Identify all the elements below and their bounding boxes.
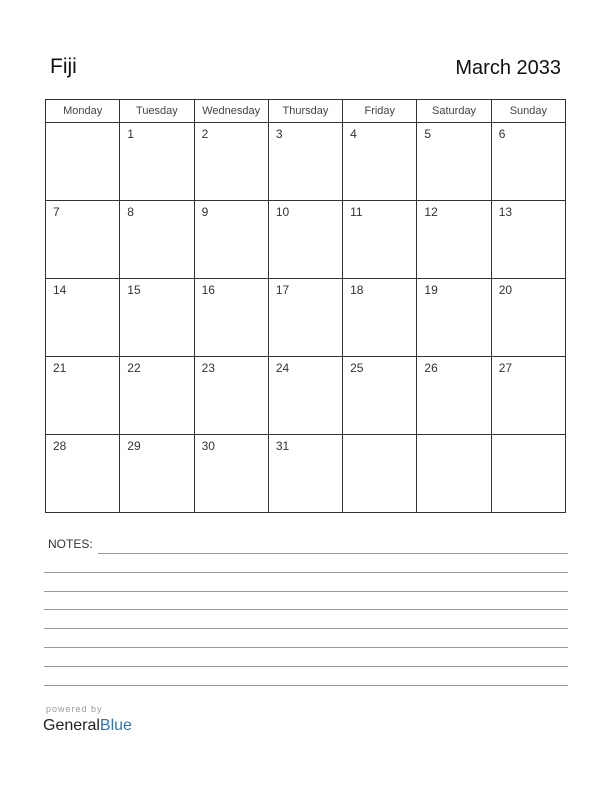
day-number: 25 [350,361,364,375]
brand-blue-text: Blue [99,717,132,734]
day-number: 3 [275,127,283,141]
day-number: 19 [424,283,438,297]
day-cell [120,357,194,435]
day-cell [120,123,194,201]
powered-by-text: powered by [46,704,103,714]
day-cell [417,435,491,513]
day-cell [120,435,194,513]
day-cell [343,357,417,435]
day-number [492,435,565,439]
day-number: 11 [350,205,363,219]
note-line [44,666,568,667]
day-cell [417,279,491,357]
day-number: 6 [498,127,506,141]
note-line [44,572,568,573]
day-cell [417,201,491,279]
weekday-header: Tuesday [120,100,194,123]
brand-logo[interactable] [43,717,132,735]
day-cell [46,123,120,201]
day-cell [120,201,194,279]
day-cell [46,357,120,435]
day-number [46,123,119,127]
day-cell [268,435,342,513]
day-number: 20 [498,283,513,297]
day-number: 14 [53,283,67,297]
day-cell [194,279,268,357]
note-line [44,591,568,592]
notes-label: NOTES: [48,537,93,551]
day-number: 12 [424,205,438,219]
week-row [46,357,566,435]
day-number: 15 [127,283,141,297]
month-title: March 2033 [455,57,561,79]
day-number: 31 [275,439,290,453]
day-number: 2 [201,127,209,141]
day-cell [417,123,491,201]
weekday-header: Thursday [268,100,342,123]
day-cell [194,435,268,513]
day-cell [343,279,417,357]
week-row [46,435,566,513]
day-cell [46,279,120,357]
day-cell [194,123,268,201]
day-number: 30 [201,439,215,453]
day-cell [491,279,565,357]
day-number: 28 [53,439,67,453]
day-number: 17 [275,283,290,297]
day-cell [491,123,565,201]
day-cell [343,123,417,201]
day-number: 22 [127,361,141,375]
day-cell [491,201,565,279]
day-cell [46,201,120,279]
day-number: 13 [498,205,513,219]
day-cell [194,201,268,279]
day-number: 10 [275,205,290,219]
day-number [417,435,490,439]
day-number: 5 [424,127,432,141]
weekday-header: Wednesday [194,100,268,123]
day-cell [491,357,565,435]
country-title: Fiji [50,55,77,78]
week-row [46,201,566,279]
weekday-header-row [46,100,566,123]
day-cell [268,123,342,201]
day-cell [491,435,565,513]
weekday-header: Saturday [417,100,491,123]
note-line [98,553,568,554]
day-cell [46,435,120,513]
day-number: 23 [201,361,215,375]
day-number [343,435,416,439]
day-number: 18 [350,283,364,297]
note-line [44,628,568,629]
day-number: 26 [424,361,438,375]
week-row [46,279,566,357]
day-number: 27 [498,361,513,375]
day-number: 1 [127,127,134,141]
day-cell [343,201,417,279]
note-line [44,685,568,686]
day-number: 9 [201,205,209,219]
week-row [46,123,566,201]
brand-general-text: General [43,717,100,734]
day-number: 4 [350,127,357,141]
day-cell [194,357,268,435]
day-number: 8 [127,205,134,219]
day-cell [268,279,342,357]
day-number: 29 [127,439,141,453]
day-number: 7 [53,205,60,219]
weekday-header: Friday [343,100,417,123]
note-line [44,647,568,648]
day-cell [417,357,491,435]
day-cell [268,357,342,435]
calendar-grid [45,99,566,513]
day-number: 21 [53,361,67,375]
day-number: 24 [275,361,290,375]
day-cell [268,201,342,279]
weekday-header: Sunday [491,100,565,123]
day-cell [120,279,194,357]
weekday-header: Monday [46,100,120,123]
day-number: 16 [201,283,215,297]
day-cell [343,435,417,513]
note-line [44,609,568,610]
